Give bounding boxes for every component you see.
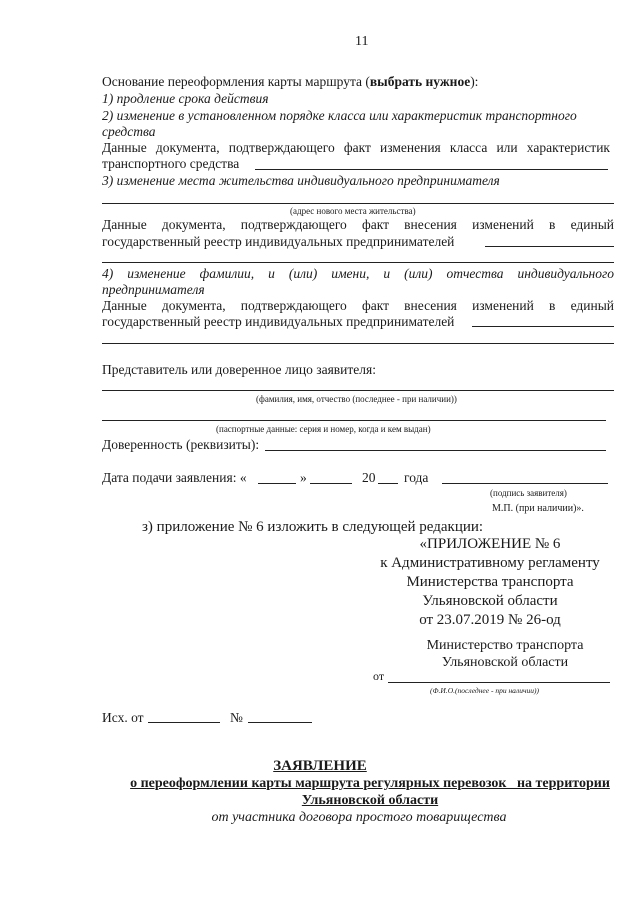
- date-year-field[interactable]: [378, 483, 398, 484]
- date-day-field[interactable]: [258, 483, 296, 484]
- stamp-note: М.П. (при наличии)».: [492, 503, 584, 514]
- option-2-line1: 2) изменение в установленном порядке класса или характеристик транспортного: [102, 108, 577, 123]
- grounds-intro: [102, 74, 478, 90]
- addressee-from-caption: (Ф.И.О.(последнее - при наличии)): [430, 686, 540, 695]
- date-year-suffix: года: [404, 470, 429, 485]
- passport-field[interactable]: [102, 420, 606, 421]
- option-2-line2: средства: [102, 124, 156, 139]
- signature-caption: (подпись заявителя): [490, 488, 567, 498]
- date-month-field[interactable]: [310, 483, 352, 484]
- option-3: 3) изменение места жительства индивидуального предпринимателя: [102, 173, 500, 188]
- representative-fio-field[interactable]: [102, 390, 614, 391]
- passport-caption: (паспортные данные: серия и номер, когда и кем выдан): [216, 424, 431, 434]
- egrip2-field-2[interactable]: [102, 343, 614, 344]
- doc-class-field[interactable]: [255, 169, 608, 170]
- grounds-intro-text: Основание переоформления карты маршрута (: [102, 74, 370, 89]
- doc-class-line2: транспортного средства: [102, 156, 240, 171]
- statement-subtitle-line1: о переоформлении карты маршрута регулярных перевозок на территории: [130, 776, 610, 791]
- egrip-field[interactable]: [485, 246, 614, 247]
- egrip-line1: Данные документа, подтверждающего факт внесения изменений в единый: [102, 217, 614, 232]
- addressee-from: от: [373, 669, 385, 683]
- appendix-line5: от 23.07.2019 № 26-од: [419, 612, 561, 628]
- grounds-intro-end: ):: [470, 74, 479, 89]
- statement-from-party: от участника договора простого товарищества: [211, 810, 507, 825]
- outgoing-ref-label: Исх. от: [102, 710, 144, 725]
- statement-subtitle-line2: Ульяновской области: [301, 793, 439, 808]
- option-1: 1) продление срока действия: [102, 91, 269, 106]
- egrip-line2: государственный реестр индивидуальных предпринимателей: [102, 234, 455, 249]
- option-4-line2: предпринимателя: [102, 282, 205, 297]
- date-quote-close: »: [300, 470, 307, 485]
- egrip-field-2[interactable]: [102, 262, 614, 263]
- addressee-line2: Ульяновской области: [441, 655, 569, 670]
- egrip2-line2: государственный реестр индивидуальных предпринимателей: [102, 314, 455, 329]
- outgoing-num-label: №: [230, 710, 243, 725]
- outgoing-num-field[interactable]: [248, 722, 312, 723]
- page-number: 11: [355, 34, 369, 49]
- grounds-intro-bold: выбрать нужное: [369, 74, 471, 89]
- option-4-line1: 4) изменение фамилии, и (или) имени, и (или) отчества индивидуального: [102, 266, 614, 281]
- date-label: Дата подачи заявления: «: [102, 470, 247, 485]
- doc-class-line1: Данные документа, подтверждающего факт изменения класса или характеристик: [102, 140, 610, 155]
- addressee-from-field[interactable]: [388, 682, 610, 683]
- egrip2-line1: Данные документа, подтверждающего факт внесения изменений в единый: [102, 298, 614, 313]
- representative-label: Представитель или доверенное лицо заявителя:: [102, 362, 376, 377]
- appendix-line2: к Административному регламенту: [380, 555, 600, 571]
- address-field[interactable]: [102, 203, 614, 204]
- signature-field[interactable]: [442, 483, 608, 484]
- representative-fio-caption: (фамилия, имя, отчество (последнее - при наличии)): [256, 394, 457, 404]
- appendix-line1: «ПРИЛОЖЕНИЕ № 6: [419, 536, 561, 552]
- date-year-prefix: 20: [362, 470, 376, 485]
- address-caption: (адрес нового места жительства): [290, 206, 416, 216]
- amendment-text: з) приложение № 6 изложить в следующей редакции:: [142, 519, 484, 535]
- outgoing-date-field[interactable]: [148, 722, 220, 723]
- addressee-line1: Министерство транспорта: [426, 638, 584, 653]
- statement-title: ЗАЯВЛЕНИЕ: [273, 758, 367, 774]
- egrip2-field[interactable]: [472, 326, 614, 327]
- appendix-line4: Ульяновской области: [422, 593, 558, 609]
- appendix-line3: Министерства транспорта: [406, 574, 574, 590]
- power-of-attorney-label: Доверенность (реквизиты):: [102, 437, 260, 452]
- power-of-attorney-field[interactable]: [265, 450, 606, 451]
